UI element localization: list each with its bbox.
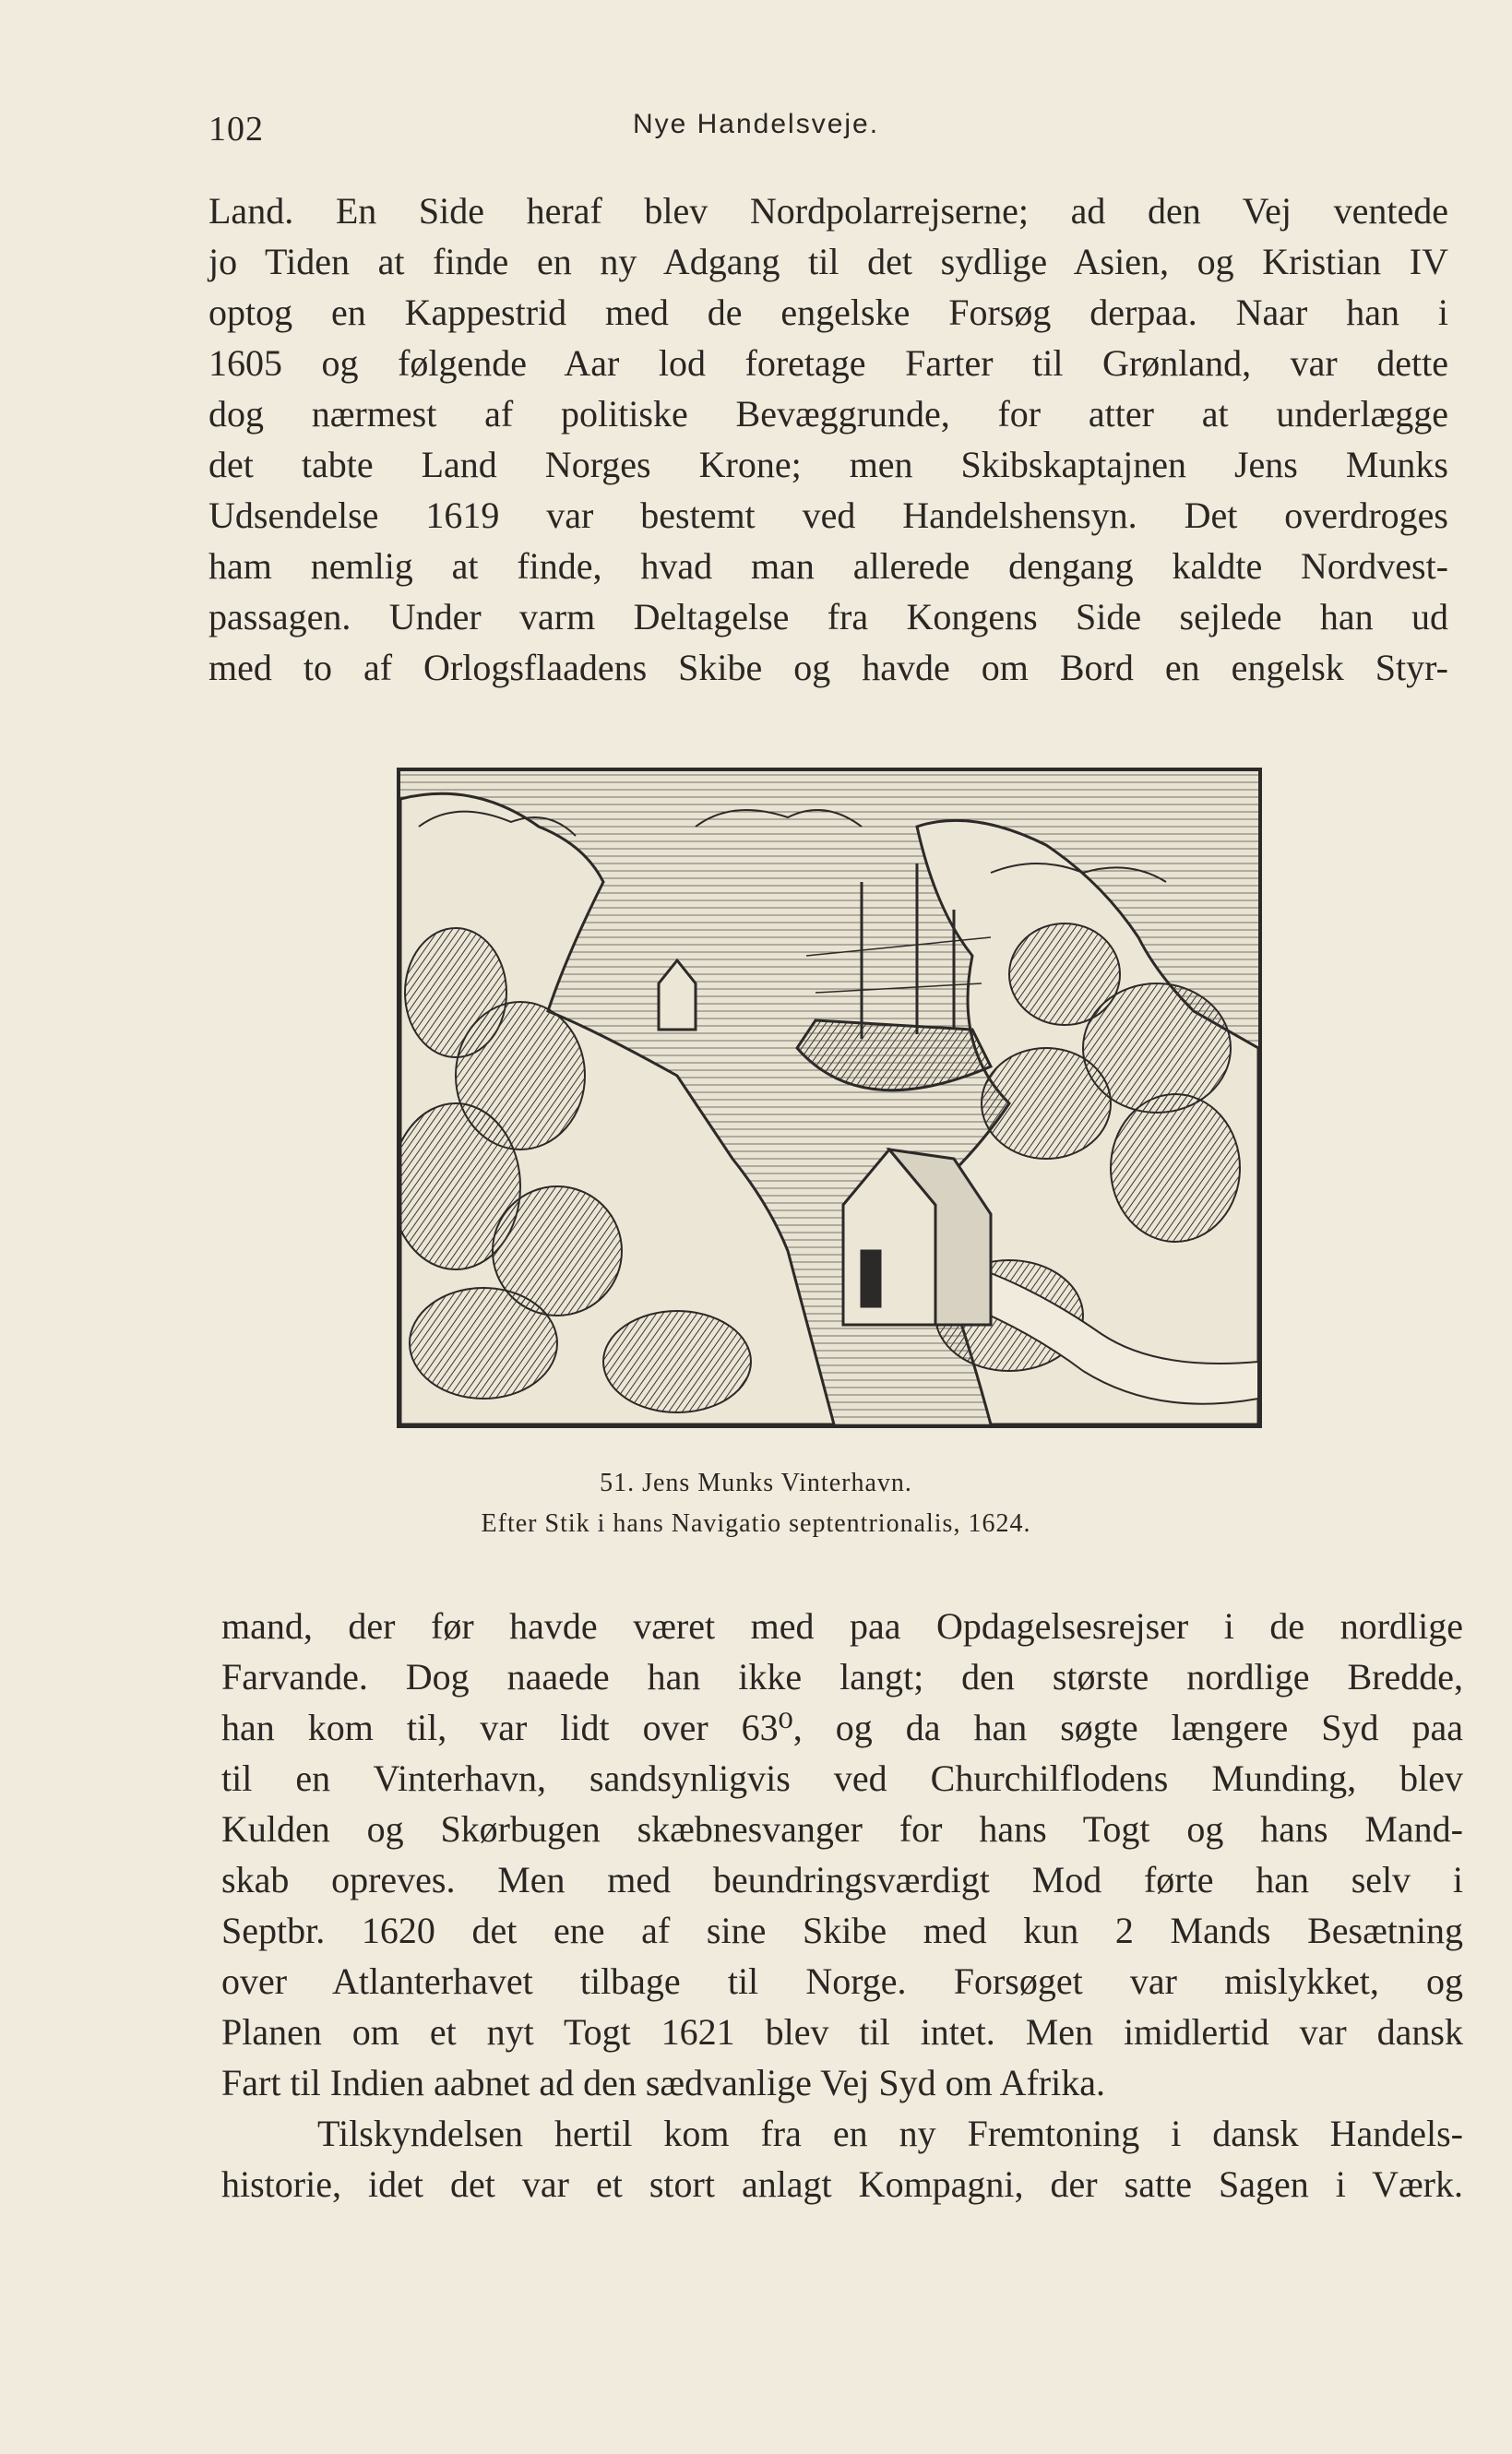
text-line: Septbr. 1620 det ene af sine Skibe med kun 2 Mands Besætning <box>221 1910 1463 1951</box>
text-line: jo Tiden at finde en ny Adgang til det sydlige Asien, og Kristian IV <box>208 241 1448 282</box>
figure-caption-title: 51. Jens Munks Vinterhavn. <box>600 1469 912 1497</box>
text-line: Udsendelse 1619 var bestemt ved Handelshensyn. Det overdroges <box>208 494 1448 536</box>
text-line: Planen om et nyt Togt 1621 blev til intet. Men imidlertid var dansk <box>221 2011 1463 2053</box>
text-line: det tabte Land Norges Krone; men Skibskaptajnen Jens Munks <box>208 444 1448 485</box>
text-line: over Atlanterhavet tilbage til Norge. Forsøget var mislykket, og <box>221 1960 1463 2002</box>
text-line: Tilskyndelsen hertil kom fra en ny Fremtoning i dansk Handels- <box>317 2113 1463 2154</box>
text-line: Kulden og Skørbugen skæbnesvanger for hans Togt og hans Mand- <box>221 1808 1463 1850</box>
figure-caption-source: Efter Stik i hans Navigatio septentrionalis, 1624. <box>481 1509 1031 1538</box>
body-text-top <box>208 185 1448 693</box>
text-line: passagen. Under varm Deltagelse fra Kongens Side sejlede han ud <box>208 596 1448 637</box>
text-line: optog en Kappestrid med de engelske Forsøg derpaa. Naar han i <box>208 292 1448 333</box>
running-title: Nye Handelsveje. <box>632 109 880 139</box>
woodcut-illustration <box>397 768 1262 1428</box>
text-line: Land. En Side heraf blev Nordpolarrejserne; ad den Vej ventede <box>208 190 1448 232</box>
text-line: med to af Orlogsflaadens Skibe og havde om Bord en engelsk Styr- <box>208 647 1448 688</box>
body-text-bottom <box>221 1601 1463 2210</box>
text-line: skab opreves. Men med beundringsværdigt Mod førte han selv i <box>221 1859 1463 1900</box>
text-line: til en Vinterhavn, sandsynligvis ved Churchilflodens Munding, blev <box>221 1757 1463 1799</box>
text-line: ham nemlig at finde, hvad man allerede dengang kaldte Nordvest- <box>208 545 1448 587</box>
text-line: han kom til, var lidt over 63⁰, og da han søgte længere Syd paa <box>221 1707 1463 1748</box>
text-line: Farvande. Dog naaede han ikke langt; den største nordlige Bredde, <box>221 1656 1463 1698</box>
text-line: mand, der før havde været med paa Opdagelsesrejser i de nordlige <box>221 1605 1463 1647</box>
page-number: 102 <box>208 110 264 149</box>
text-line: dog nærmest af politiske Bevæggrunde, for atter at underlægge <box>208 393 1448 435</box>
text-line: Fart til Indien aabnet ad den sædvanlige Vej Syd om Afrika. <box>221 2062 1105 2103</box>
woodcut-engraving-image <box>400 771 1258 1424</box>
text-line: historie, idet det var et stort anlagt Kompagni, der satte Sagen i Værk. <box>221 2163 1463 2205</box>
text-line: 1605 og følgende Aar lod foretage Farter til Grønland, var dette <box>208 342 1448 384</box>
